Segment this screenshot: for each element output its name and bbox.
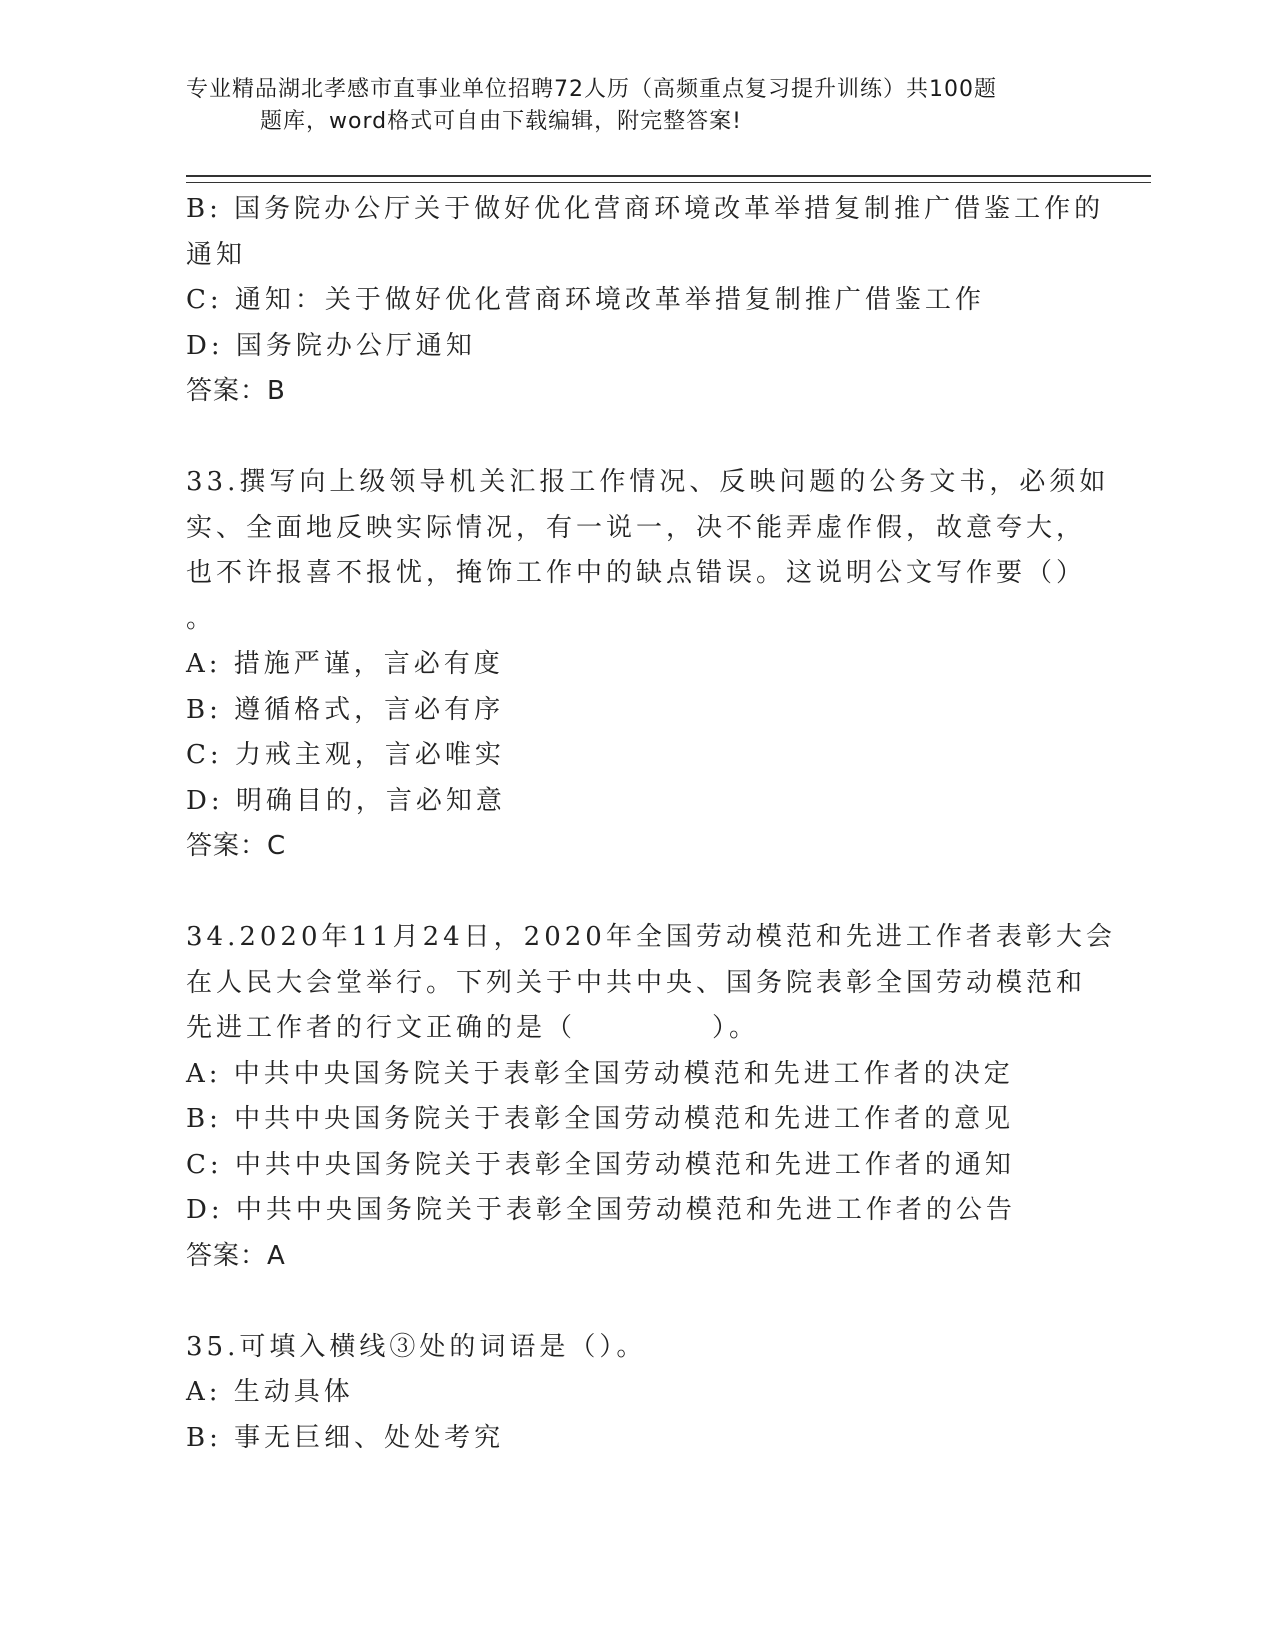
option-a: A: 措施严谨，言必有度 bbox=[186, 649, 504, 679]
header-title-line-1: 专业精品湖北孝感市直事业单位招聘72人历（高频重点复习提升训练）共100题 bbox=[186, 77, 997, 102]
option-d: D: 国务院办公厅通知 bbox=[186, 330, 476, 361]
option-b: B: 事无巨细、处处考究 bbox=[186, 1422, 505, 1453]
option-d: D: 中共中央国务院关于表彰全国劳动模范和先进工作者的公告 bbox=[186, 1195, 1016, 1225]
question-text-line: 也不许报喜不报忧，掩饰工作中的缺点错误。这说明公文写作要（） bbox=[186, 558, 1087, 588]
option-b: B: 中共中央国务院关于表彰全国劳动模范和先进工作者的意见 bbox=[186, 1104, 1015, 1134]
question-text-line: 33.撰写向上级领导机关汇报工作情况、反映问题的公务文书，必须如 bbox=[186, 467, 1110, 497]
spacer bbox=[186, 870, 1086, 916]
question-33 bbox=[186, 460, 1110, 870]
option-c: C: 通知：关于做好优化营商环境改革举措复制推广借鉴工作 bbox=[186, 285, 985, 315]
spacer bbox=[186, 1279, 1086, 1325]
question-text-before-blank: 先进工作者的行文正确的是（ bbox=[186, 1013, 577, 1043]
option-c: C: 力戒主观，言必唯实 bbox=[186, 740, 505, 770]
document-header bbox=[186, 74, 1066, 138]
option-a: A: 中共中央国务院关于表彰全国劳动模范和先进工作者的决定 bbox=[186, 1058, 1014, 1089]
spacer bbox=[186, 415, 1086, 461]
answer: 答案：B bbox=[186, 376, 286, 406]
option-c: C: 中共中央国务院关于表彰全国劳动模范和先进工作者的通知 bbox=[186, 1149, 1015, 1180]
header-title-line-2: 题库，word格式可自由下载编辑，附完整答案! bbox=[260, 109, 742, 134]
question-text-after-blank: ）。 bbox=[712, 1013, 760, 1043]
question-32-tail bbox=[186, 187, 1105, 415]
question-35 bbox=[186, 1325, 1086, 1462]
header-divider-thick bbox=[186, 175, 1151, 177]
question-text-line: 35.可填入横线③处的词语是（）。 bbox=[186, 1331, 647, 1362]
option-b-continued: 通知 bbox=[186, 239, 247, 270]
header-divider-thin bbox=[186, 182, 1151, 183]
question-34 bbox=[186, 915, 1116, 1279]
question-content bbox=[186, 187, 1116, 1461]
question-text-line: 。 bbox=[186, 603, 217, 634]
question-text-line bbox=[186, 1006, 1086, 1052]
answer: 答案：C bbox=[186, 831, 287, 861]
option-a: A: 生动具体 bbox=[186, 1377, 354, 1407]
question-text-line: 34.2020年11月24日，2020年全国劳动模范和先进工作者表彰大会 bbox=[186, 922, 1116, 952]
option-b: B: 国务院办公厅关于做好优化营商环境改革举措复制推广借鉴工作的 bbox=[186, 194, 1105, 224]
answer: 答案：A bbox=[186, 1240, 286, 1271]
option-b: B: 遵循格式，言必有序 bbox=[186, 694, 505, 725]
question-text-line: 在人民大会堂举行。下列关于中共中央、国务院表彰全国劳动模范和 bbox=[186, 967, 1087, 998]
question-text-line: 实、全面地反映实际情况，有一说一，决不能弄虚作假，故意夸大， bbox=[186, 512, 1087, 543]
option-d: D: 明确目的，言必知意 bbox=[186, 785, 506, 816]
